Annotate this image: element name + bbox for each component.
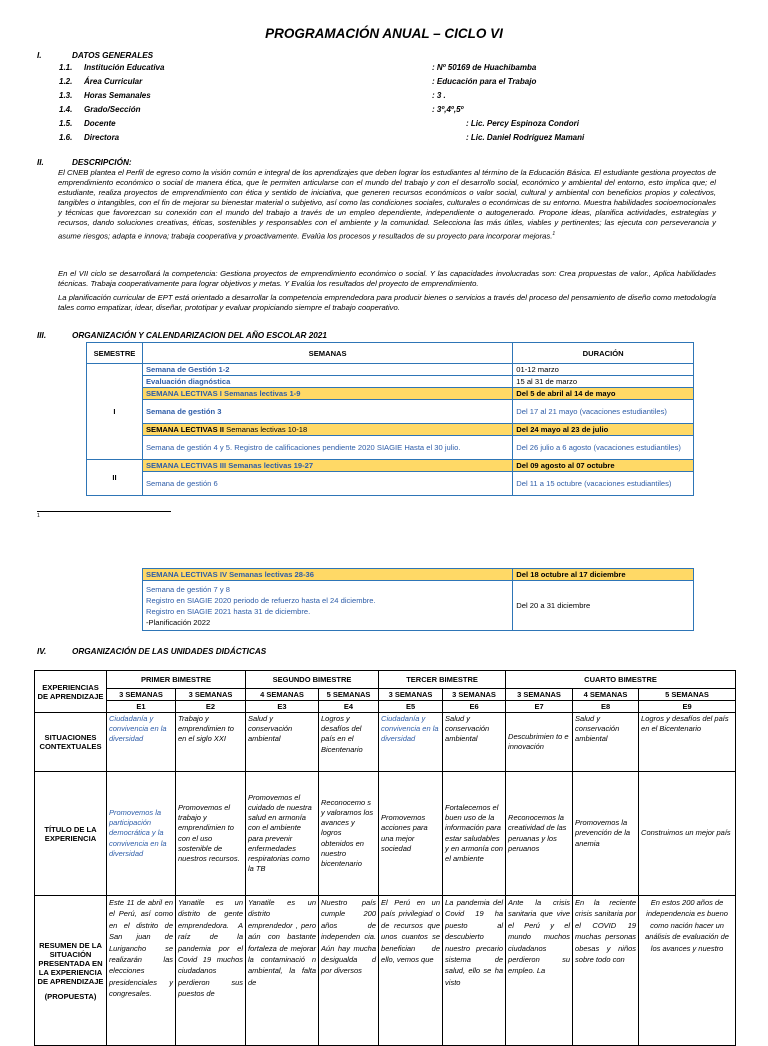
weeks-count-cell: 3 SEMANAS [443, 689, 506, 701]
duration-cell: Del 17 al 21 mayo (vacaciones estudiantiles) [513, 400, 694, 424]
document-title: PROGRAMACIÓN ANUAL – CICLO VI [265, 26, 503, 41]
header-semanas: SEMANAS [142, 343, 512, 364]
calendar-row [87, 472, 694, 496]
weeks-line: -Planificación 2022 [146, 617, 211, 627]
situation-summary-cell: Ante la crisis sanitaria que vive el Perú y el mundo muchos ciudadanos perdieron su empleo. La [506, 896, 573, 1046]
section-4-number: IV. [37, 647, 47, 656]
description-paragraph-2: En el VII ciclo se desarrollará la competencia: Gestiona proyectos de emprendimiento económico o social. Y las capacidades involucradas son: Crea propuestas de valor., Aplica habilidades técnicas. Trabaja cooperativamente para lograr objetivos y metas. Y Evalúa los resultados del proyecto de emprendimiento. [58, 269, 716, 289]
general-item-value: : Lic. Daniel Rodríguez Mamani [466, 133, 585, 142]
units-summary-row [35, 896, 736, 1046]
experience-code-cell: E4 [319, 701, 379, 713]
weeks-cell: SEMANA LECTIVAS III Semanas lectivas 19-27 [142, 460, 512, 472]
context-cell: Trabajo y emprendimien to en el siglo XXI [176, 713, 246, 772]
context-cell: Logros y desafíos del país en el Bicentenario [639, 713, 736, 772]
context-cell: Ciudadanía y convivencia en la diversidad [107, 713, 176, 772]
experience-title-cell: Reconocemo s y valoramos los avances y logros obtenidos en nuestro bicentenario [319, 772, 379, 896]
units-table [34, 670, 736, 1046]
header-semestre: SEMESTRE [87, 343, 143, 364]
general-item-label: Institución Educativa [84, 63, 165, 72]
section-3-number: III. [37, 331, 47, 340]
experience-title-cell: Fortalecemos el buen uso de la información para estar saludables y en armonía con el ambiente [443, 772, 506, 896]
context-cell: Logros y desafíos del país en el Bicentenario [319, 713, 379, 772]
calendar-table [86, 342, 694, 496]
general-item-value: : Nº 50169 de Huachibamba [432, 63, 537, 72]
weeks-count-cell: 5 SEMANAS [319, 689, 379, 701]
weeks-cell: Evaluación diagnóstica [142, 376, 512, 388]
duration-cell: Del 09 agosto al 07 octubre [513, 460, 694, 472]
duration-cell: Del 26 julio a 6 agosto (vacaciones estudiantiles) [513, 436, 694, 460]
weeks-cell [143, 581, 513, 631]
bimester-header: TERCER BIMESTRE [379, 671, 506, 689]
weeks-cell-bold: SEMANA LECTIVAS II [145, 425, 225, 434]
context-cell: Salud y conservación ambiental [443, 713, 506, 772]
situation-summary-cell: Yanatile es un distrito de gente emprendedora. A raíz de la pandemia por el Covid 19 muchos ciudadanos perdieron sus puestos de [176, 896, 246, 1046]
section-2-number: II. [37, 158, 44, 167]
weeks-cell: Semana de gestión 4 y 5. Registro de calificaciones pendiente 2020 SIAGIE Hasta el 30 julio. [142, 436, 512, 460]
situation-summary-cell: Yanatile es un distrito emprendedor , pero aún con bastante fortaleza de mejorar la contaminació n ambiental, la falta de [246, 896, 319, 1046]
context-cell: Salud y conservación ambiental [246, 713, 319, 772]
experience-code-cell: E2 [176, 701, 246, 713]
bimester-header: PRIMER BIMESTRE [107, 671, 246, 689]
context-cell: Descubrimien to e innovación [506, 713, 573, 772]
units-weeks-row [35, 689, 736, 701]
experience-title-cell: Promovemos la prevención de la anemia [573, 772, 639, 896]
weeks-count-cell: 4 SEMANAS [246, 689, 319, 701]
situation-summary-cell: Nuestro país cumple 200 años de independen cia. Aún hay mucha desigualda d por diversos [319, 896, 379, 1046]
general-item-number: 1.2. [59, 77, 73, 86]
experience-code-cell: E7 [506, 701, 573, 713]
section-1-heading: DATOS GENERALES [72, 51, 154, 60]
experience-code-cell: E9 [639, 701, 736, 713]
experience-code-cell: E6 [443, 701, 506, 713]
calendar-row [87, 376, 694, 388]
bimester-header: SEGUNDO BIMESTRE [246, 671, 379, 689]
weeks-cell: SEMANA LECTIVAS I Semanas lectivas 1-9 [142, 388, 512, 400]
weeks-count-cell: 3 SEMANAS [176, 689, 246, 701]
experience-title-cell: Promovemos acciones para una mejor sociedad [379, 772, 443, 896]
calendar-row [87, 388, 694, 400]
weeks-line: Semana de gestión 7 y 8 [146, 584, 231, 594]
calendar-row [87, 436, 694, 460]
general-item-number: 1.5. [59, 119, 73, 128]
calendar-row [143, 581, 694, 631]
semester-cell: II [87, 460, 143, 496]
situation-summary-cell: El Perú en un país privilegiad o de recursos que unos cuantos se benefician de ello, vemos que [379, 896, 443, 1046]
general-item-number: 1.4. [59, 105, 73, 114]
experience-code-cell: E8 [573, 701, 639, 713]
calendar-row [87, 460, 694, 472]
situation-summary-cell: En estos 200 años de independencia es bueno como nación hacer un análisis de evaluación de los avances y nuestro [639, 896, 736, 1046]
description-paragraph-3: La planificación curricular de EPT está orientado a desarrollar la competencia emprendedora para producir bienes o servicios a través del proceso del pensamiento de diseño como metodología tales como empatizar, idear, diseñar, prototipar y evaluar propiciando siempre el trabajo cooperativo. [58, 293, 716, 313]
description-paragraph-1: El CNEB plantea el Perfil de egreso como la visión común e integral de los aprendizajes que deben lograr los estudiantes al término de la Educación Básica. El estudiante gestiona proyectos de emprendimiento económico o social de manera ética, que le permiten articularse con el mundo del trabajo y con el desarrollo social, económico y ambiental del entorno, esto implica que; el estudiante, realiza proyectos de emprendimiento con ética y sentido de iniciativa, que generen recursos económicos o valor social, cultural y ambiental con beneficios propios y colectivos, tangibles o intangibles, con el fin de mejorar su bienestar material o subjetivo, así como las condiciones sociales, culturales o económicas de su entorno. Muestra habilidades socioemocionales y técnicas que favorezcan su conexión con el mundo del trabajo a través de un empleo dependiente, independiente o autogenerado. Propone ideas, planifica actividades, estrategias y recursos, dando soluciones creativas, éticas, sostenibles y responsables con el ambiente y la comunidad. Selecciona las más útiles, viables y pertinentes; las ejecuta con perseverancia y asume riesgos; adapta e innova; trabaja cooperativa y proactivamente. Evalúa los procesos y resultados de su proyecto para incorporar mejoras.$^1$ [58, 168, 716, 241]
general-item-value: : Educación para el Trabajo [432, 77, 537, 86]
general-item-number: 1.3. [59, 91, 73, 100]
row-label: SITUACIONES CONTEXTUALES [35, 713, 107, 772]
weeks-count-cell: 4 SEMANAS [573, 689, 639, 701]
duration-cell: Del 11 a 15 octubre (vacaciones estudiantiles) [513, 472, 694, 496]
calendar-header-row [87, 343, 694, 364]
experience-title-cell: Promovemos el cuidado de nuestra salud en armonía con el ambiente para prevenir enfermedades respiratorias como la TB [246, 772, 319, 896]
duration-cell: Del 18 octubre al 17 diciembre [513, 569, 694, 581]
footnote-rule [37, 511, 171, 512]
experience-title-cell: Promovemos la participación democrática y la convivencia en la diversidad [107, 772, 176, 896]
bimester-header: CUARTO BIMESTRE [506, 671, 736, 689]
general-item-label: Docente [84, 119, 116, 128]
row-label: TÍTULO DE LA EXPERIENCIA [35, 772, 107, 896]
general-item-number: 1.6. [59, 133, 73, 142]
calendar-row [87, 424, 694, 436]
footnote-number: 1 [37, 513, 40, 519]
section-3-heading: ORGANIZACIÓN Y CALENDARIZACION DEL AÑO ESCOLAR 2021 [72, 331, 327, 340]
weeks-cell [142, 424, 512, 436]
weeks-cell-rest: Semanas lectivas 10-18 [224, 425, 308, 434]
general-item-label: Grado/Sección [84, 105, 141, 114]
row-label-sub: (PROPUESTA) [44, 991, 97, 1001]
duration-cell: Del 20 a 31 diciembre [513, 581, 694, 631]
header-duracion: DURACIÓN [513, 343, 694, 364]
calendar-row [87, 400, 694, 424]
experience-code-cell: E5 [379, 701, 443, 713]
duration-cell: Del 5 de abril al 14 de mayo [513, 388, 694, 400]
situation-summary-cell: Este 11 de abril en el Perú, así como en el distrito de San juan de Lurigancho se realizarán las elecciones presidenciales y congresales. [107, 896, 176, 1046]
row-label [35, 896, 107, 1046]
weeks-cell: Semana de gestión 3 [142, 400, 512, 424]
duration-cell: Del 24 mayo al 23 de julio [513, 424, 694, 436]
weeks-cell: SEMANA LECTIVAS IV Semanas lectivas 28-36 [143, 569, 513, 581]
weeks-line: Registro en SIAGIE 2021 hasta 31 de diciembre. [146, 606, 311, 616]
units-codes-row [35, 701, 736, 713]
weeks-cell: Semana de gestión 6 [142, 472, 512, 496]
duration-cell: 15 al 31 de marzo [513, 376, 694, 388]
general-item-number: 1.1. [59, 63, 73, 72]
weeks-line: Registro en SIAGIE 2020 periodo de refuerzo hasta el 24 diciembre. [146, 595, 376, 605]
weeks-cell: Semana de Gestión 1-2 [142, 364, 512, 376]
units-bimester-row [35, 671, 736, 689]
section-4-heading: ORGANIZACIÓN DE LAS UNIDADES DIDÁCTICAS [72, 647, 267, 656]
general-item-label: Horas Semanales [84, 91, 151, 100]
general-item-label: Directora [84, 133, 120, 142]
situation-summary-cell: En la reciente crisis sanitaria por el COVID 19 muchas personas obesas y niños sobre todo con [573, 896, 639, 1046]
row-label-text: RESUMEN DE LA SITUACIÓN PRESENTADA EN LA EXPERIENCIA DE APRENDIZAJE [37, 940, 104, 986]
experience-title-cell: Reconocemos la creatividad de las peruanas y los peruanos [506, 772, 573, 896]
section-1-number: I. [37, 51, 42, 60]
general-item-value: : 3 . [432, 91, 446, 100]
experience-title-cell: Construimos un mejor país [639, 772, 736, 896]
units-title-row [35, 772, 736, 896]
experience-title-cell: Promovemos el trabajo y emprendimien to con el uso sostenible de nuestros recursos. [176, 772, 246, 896]
context-cell: Salud y conservación ambiental [573, 713, 639, 772]
experience-code-cell: E3 [246, 701, 319, 713]
weeks-count-cell: 5 SEMANAS [639, 689, 736, 701]
semester-cell: I [87, 364, 143, 460]
units-corner-header: EXPERIENCIAS DE APRENDIZAJE [35, 671, 107, 713]
experience-code-cell: E1 [107, 701, 176, 713]
calendar-table-continued [142, 568, 694, 631]
calendar-row [87, 364, 694, 376]
situation-summary-cell: La pandemia del Covid 19 ha puesto al descubierto nuestro precario sistema de salud, ello se ha visto [443, 896, 506, 1046]
weeks-count-cell: 3 SEMANAS [379, 689, 443, 701]
duration-cell: 01-12 marzo [513, 364, 694, 376]
units-context-row [35, 713, 736, 772]
calendar-row [143, 569, 694, 581]
general-item-value: : 3º,4º,5º [432, 105, 464, 114]
section-2-heading: DESCRIPCIÓN: [72, 158, 132, 167]
footnote-marker: 1 [552, 230, 556, 237]
context-cell: Ciudadanía y convivencia en la diversidad [379, 713, 443, 772]
general-item-value: : Lic. Percy Espinoza Condori [466, 119, 579, 128]
weeks-count-cell: 3 SEMANAS [506, 689, 573, 701]
weeks-count-cell: 3 SEMANAS [107, 689, 176, 701]
general-item-label: Área Curricular [84, 77, 143, 86]
